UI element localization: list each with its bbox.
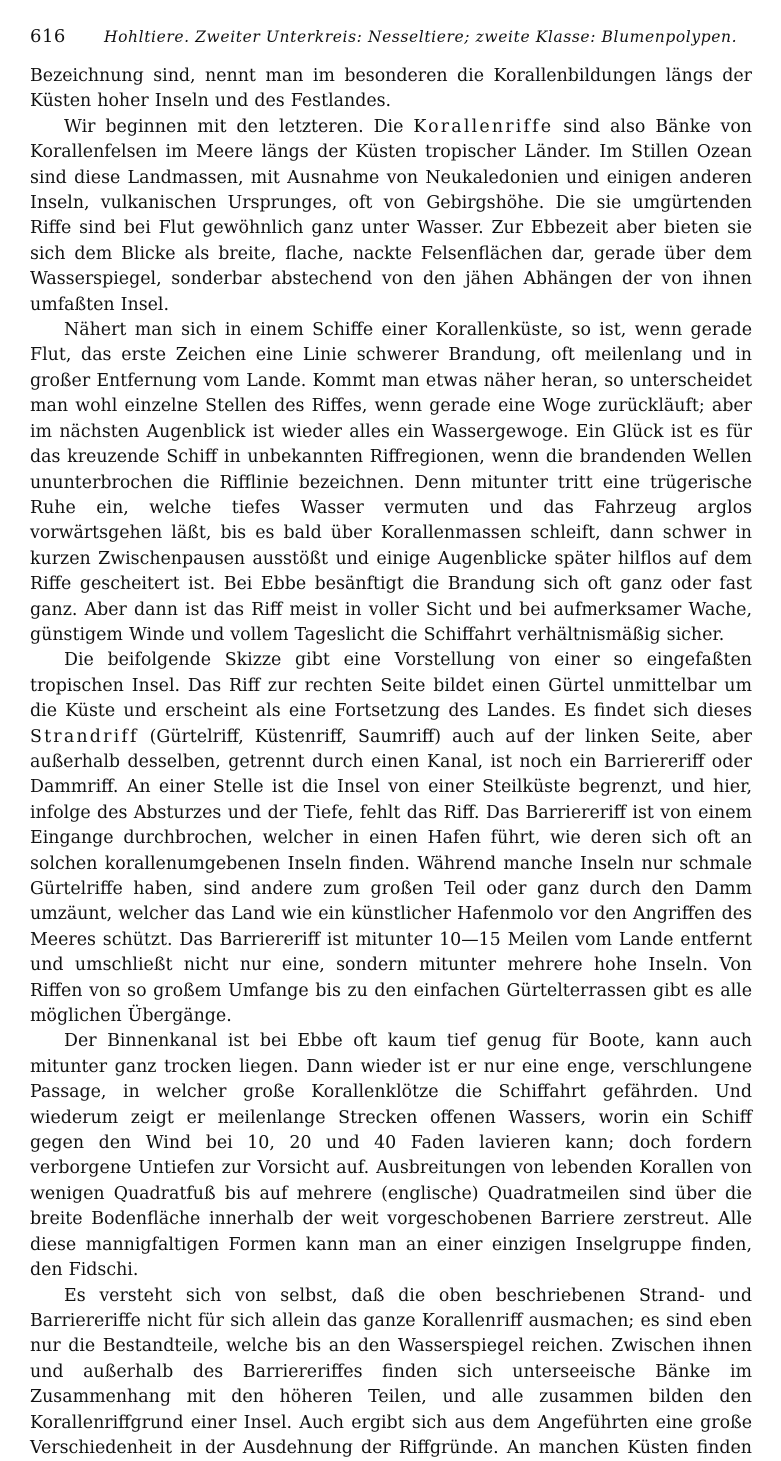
paragraph-4 — [30, 648, 752, 1029]
paragraph-2-rest: sind also Bänke von Korallenfelsen im Meere längs der Küsten tropischer Länder. Im Stillen Ozean sind diese Landmassen, mit Ausnahme von Neukaledonien und einigen anderen Inseln, vulkanischen Ursprunges, oft von Gebirgshöhe. Die sie umgürtenden Riffe sind bei Flut gewöhnlich ganz unter Wasser. Zur Ebbezeit aber bieten sie sich dem Blicke als breite, flache, nackte Felsenflächen dar, gerade über dem Wasserspiegel, sonderbar abstechend von den jähen Abhängen der von ihnen umfaßten Insel. — [30, 117, 752, 315]
term-strandriff: Strandriff — [30, 727, 139, 747]
paragraph-4-start: Die beifolgende Skizze gibt eine Vorstellung von einer so eingefaßten tropischen Insel. Das Riff zur rechten Seite bildet einen Gürtel unmittelbar um die Küste und erscheint als eine Fortsetzung des Landes. Es findet sich dieses — [30, 650, 752, 721]
paragraph-3: Nähert man sich in einem Schiffe einer Korallenküste, so ist, wenn gerade Flut, das erste Zeichen eine Linie schwerer Brandung, oft meilenlang und in großer Entfernung vom Lande. Kommt man etwas näher heran, so unterscheidet man wohl einzelne Stellen des Riffes, wenn gerade eine Woge zurückläuft; aber im nächsten Augenblick ist wieder alles ein Wassergewoge. Ein Glück ist es für das kreuzende Schiff in unbekannten Riffregionen, wenn die brandenden Wellen ununterbrochen die Rifflinie bezeichnen. Denn mitunter tritt eine trügerische Ruhe ein, welche tiefes Wasser vermuten und das Fahrzeug arglos vorwärtsgehen läßt, bis es bald über Korallenmassen schleift, dann schwer in kurzen Zwischenpausen ausstößt und einige Augenblicke später hilflos auf dem Riffe gescheitert ist. Bei Ebbe besänftigt die Brandung sich oft ganz oder fast ganz. Aber dann ist das Riff meist in voller Sicht und bei aufmerksamer Wache, günstigem Winde und vollem Tageslicht die Schiffahrt verhältnismäßig sicher. — [30, 318, 752, 648]
body-text — [30, 64, 752, 1461]
paragraph-1: Bezeichnung sind, nennt man im besonderen die Korallenbildungen längs der Küsten hoher Inseln und des Festlandes. — [30, 64, 752, 115]
paragraph-4-rest: (Gürtelriff, Küstenriff, Saumriff) auch auf der linken Seite, aber außerhalb desselben, getrennt durch einen Kanal, ist noch ein Barriereriff oder Dammriff. An einer Stelle ist die Insel von einer Steilküste begrenzt, und hier, infolge des Absturzes und der Tiefe, fehlt das Riff. Das Barriereriff ist von einem Eingange durchbrochen, welcher in einen Hafen führt, wie deren sich oft an solchen korallenumgebenen Inseln finden. Während manche Inseln nur schmale Gürtelriffe haben, sind andere zum großen Teil oder ganz durch den Damm umzäunt, welcher das Land wie ein künstlicher Hafenmolo vor den Angriffen des Meeres schützt. Das Barriereriff ist mitunter 10—15 Meilen vom Lande entfernt und umschließt nicht nur eine, sondern mitunter mehrere hohe Inseln. Von Riffen von so großem Umfange bis zu den einfachen Gürtelterrassen gibt es alle möglichen Übergänge. — [30, 727, 752, 1026]
paragraph-2-start: Wir beginnen mit den letzteren. Die — [64, 117, 413, 137]
paragraph-5: Der Binnenkanal ist bei Ebbe oft kaum tief genug für Boote, kann auch mitunter ganz trocken liegen. Dann wieder ist er nur eine enge, verschlungene Passage, in welcher große Korallenklötze die Schiffahrt gefährden. Und wiederum zeigt er meilenlange Strecken offenen Wassers, worin ein Schiff gegen den Wind bei 10, 20 und 40 Faden lavieren kann; doch fordern verborgene Untiefen zur Vorsicht auf. Ausbreitungen von lebenden Korallen von wenigen Quadratfuß bis auf mehrere (englische) Quadratmeilen sind über die breite Bodenfläche innerhalb der weit vorgeschobenen Barriere zerstreut. Alle diese mannigfaltigen Formen kann man an einer einzigen Inselgruppe finden, den Fidschi. — [30, 1029, 752, 1283]
running-header — [30, 26, 752, 52]
book-page — [30, 26, 752, 1461]
running-title: Hohltiere. Zweiter Unterkreis: Nesseltiere; zweite Klasse: Blumenpolypen. — [104, 26, 737, 48]
paragraph-6: Es versteht sich von selbst, daß die oben beschriebenen Strand- und Barriereriffe nicht für sich allein das ganze Korallenriff ausmachen; es sind eben nur die Bestandteile, welche bis an den Wasserspiegel reichen. Zwischen ihnen und außerhalb des Barriereriffes finden sich unterseeische Bänke im Zusammenhang mit den höheren Teilen, und alle zusammen bilden den Korallenriffgrund einer Insel. Auch ergibt sich aus dem Angeführten eine große Verschiedenheit in der Ausdehnung der Riffgründe. An manchen Küsten finden — [30, 1284, 752, 1461]
term-korallenriffe: Korallenriffe — [413, 117, 553, 137]
page-number: 616 — [30, 26, 104, 48]
paragraph-2 — [30, 115, 752, 318]
